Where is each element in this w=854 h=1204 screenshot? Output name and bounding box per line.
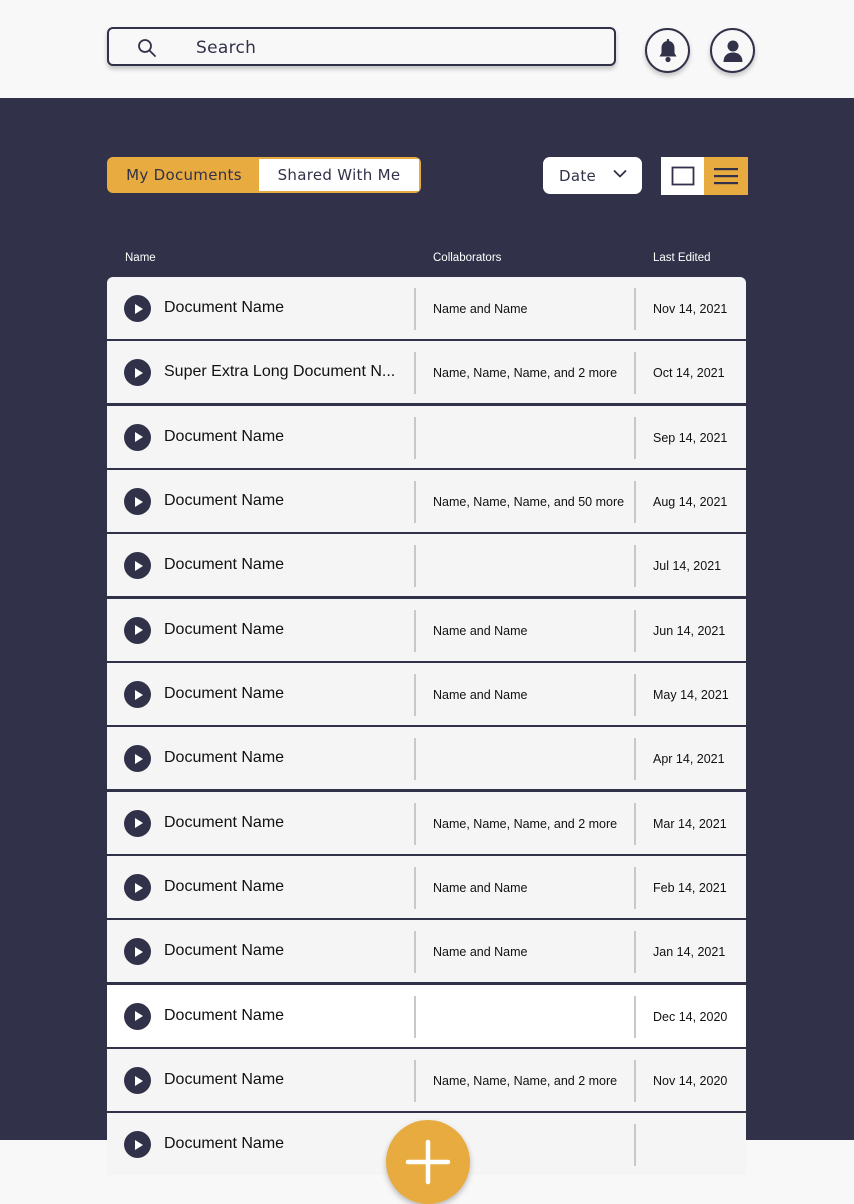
document-name[interactable]: Document Name [164, 1135, 285, 1153]
table-row[interactable] [107, 792, 746, 854]
sort-dropdown[interactable] [543, 157, 642, 194]
document-name[interactable]: Document Name [164, 749, 285, 767]
column-divider [634, 996, 636, 1038]
column-divider [634, 867, 636, 909]
play-icon[interactable] [124, 295, 151, 322]
play-icon[interactable] [124, 1003, 151, 1030]
table-row[interactable] [107, 727, 746, 789]
plus-icon [405, 1139, 451, 1185]
column-header-last-edited[interactable]: Last Edited [653, 252, 711, 264]
collaborators-text: Name, Name, Name, and 2 more [433, 366, 618, 381]
last-edited-date: Apr 14, 2021 [653, 752, 725, 767]
play-icon[interactable] [124, 552, 151, 579]
chevron-down-icon [613, 169, 627, 179]
play-icon[interactable] [124, 938, 151, 965]
column-divider [634, 931, 636, 973]
last-edited-date: Aug 14, 2021 [653, 495, 728, 510]
table-row[interactable] [107, 470, 746, 532]
tab-shared-with-me[interactable]: Shared With Me [259, 159, 419, 191]
column-divider [634, 481, 636, 523]
sort-selected-label: Date [559, 167, 597, 185]
column-divider [634, 545, 636, 587]
column-divider [414, 352, 416, 394]
play-icon[interactable] [124, 681, 151, 708]
column-divider [414, 288, 416, 330]
grid-view-button[interactable] [661, 157, 704, 195]
column-divider [414, 1060, 416, 1102]
collaborators-text: Name and Name [433, 623, 528, 638]
last-edited-date: Nov 14, 2020 [653, 1074, 728, 1089]
column-divider [414, 738, 416, 780]
collaborators-text: Name and Name [433, 688, 528, 703]
column-divider [414, 996, 416, 1038]
collaborators-text: Name and Name [433, 302, 528, 316]
document-name[interactable]: Document Name [164, 556, 285, 574]
column-header-collaborators[interactable]: Collaborators [433, 252, 502, 264]
collaborators-text: Name and Name [433, 945, 528, 960]
table-row[interactable] [107, 406, 746, 468]
table-row[interactable] [107, 599, 746, 661]
play-icon[interactable] [124, 488, 151, 515]
last-edited-date: May 14, 2021 [653, 688, 729, 703]
table-row[interactable] [107, 985, 746, 1047]
table-row[interactable] [107, 856, 746, 918]
play-icon[interactable] [124, 617, 151, 644]
search-placeholder: Search [196, 38, 257, 58]
last-edited-date: Mar 14, 2021 [653, 816, 727, 831]
user-icon [722, 39, 744, 63]
view-toggle [661, 157, 748, 195]
document-name[interactable]: Document Name [164, 942, 285, 960]
document-name[interactable]: Document Name [164, 1006, 285, 1024]
list-view-button[interactable] [704, 157, 748, 195]
column-divider [634, 738, 636, 780]
document-name[interactable]: Document Name [164, 299, 285, 316]
play-icon[interactable] [124, 810, 151, 837]
last-edited-date: Sep 14, 2021 [653, 430, 728, 445]
column-divider [414, 417, 416, 459]
column-header-name[interactable]: Name [125, 252, 156, 264]
documents-panel [0, 98, 854, 1153]
table-row[interactable] [107, 663, 746, 725]
search-icon [137, 38, 157, 58]
column-divider [414, 803, 416, 845]
last-edited-date: Jul 14, 2021 [653, 559, 722, 574]
column-divider [634, 1124, 636, 1166]
list-view-icon [713, 166, 739, 186]
column-divider [634, 352, 636, 394]
collaborators-text: Name, Name, Name, and 50 more [433, 495, 625, 510]
table-row[interactable] [107, 920, 746, 982]
bell-icon [657, 39, 679, 63]
last-edited-date: Nov 14, 2021 [653, 302, 728, 316]
profile-button[interactable] [710, 28, 755, 73]
document-name[interactable]: Document Name [164, 1071, 285, 1089]
last-edited-date: Oct 14, 2021 [653, 366, 725, 381]
table-row[interactable] [107, 341, 746, 403]
column-divider [414, 610, 416, 652]
collaborators-text: Name, Name, Name, and 2 more [433, 1074, 618, 1089]
table-row[interactable] [107, 277, 746, 339]
documents-tab-toggle [107, 157, 421, 193]
play-icon[interactable] [124, 1131, 151, 1158]
documents-table [107, 277, 746, 1178]
collaborators-text: Name, Name, Name, and 2 more [433, 816, 618, 831]
column-divider [634, 1060, 636, 1102]
last-edited-date: Dec 14, 2020 [653, 1009, 728, 1024]
column-divider [634, 417, 636, 459]
document-name[interactable]: Document Name [164, 620, 285, 638]
notifications-button[interactable] [645, 28, 690, 73]
top-bar [0, 0, 854, 98]
play-icon[interactable] [124, 359, 151, 386]
document-name[interactable]: Document Name [164, 813, 285, 831]
collaborators-text: Name and Name [433, 881, 528, 896]
document-name[interactable]: Document Name [164, 427, 285, 445]
column-divider [634, 674, 636, 716]
play-icon[interactable] [124, 1067, 151, 1094]
column-divider [414, 931, 416, 973]
grid-view-icon [671, 166, 695, 186]
play-icon[interactable] [124, 874, 151, 901]
column-divider [414, 481, 416, 523]
table-row[interactable] [107, 1049, 746, 1111]
column-divider [634, 288, 636, 330]
column-divider [414, 674, 416, 716]
search-input[interactable] [107, 27, 616, 66]
column-divider [414, 867, 416, 909]
add-document-button[interactable] [386, 1120, 470, 1204]
document-name[interactable]: Document Name [164, 492, 285, 510]
tab-my-documents[interactable]: My Documents [109, 159, 259, 191]
table-row[interactable] [107, 534, 746, 596]
document-name[interactable]: Document Name [164, 878, 285, 896]
column-divider [414, 545, 416, 587]
document-name[interactable]: Super Extra Long Document N... [164, 363, 396, 381]
last-edited-date: Jan 14, 2021 [653, 945, 726, 960]
last-edited-date: Jun 14, 2021 [653, 623, 726, 638]
column-divider [634, 803, 636, 845]
column-divider [634, 610, 636, 652]
document-name[interactable]: Document Name [164, 685, 285, 703]
play-icon[interactable] [124, 745, 151, 772]
last-edited-date: Feb 14, 2021 [653, 881, 727, 896]
play-icon[interactable] [124, 424, 151, 451]
